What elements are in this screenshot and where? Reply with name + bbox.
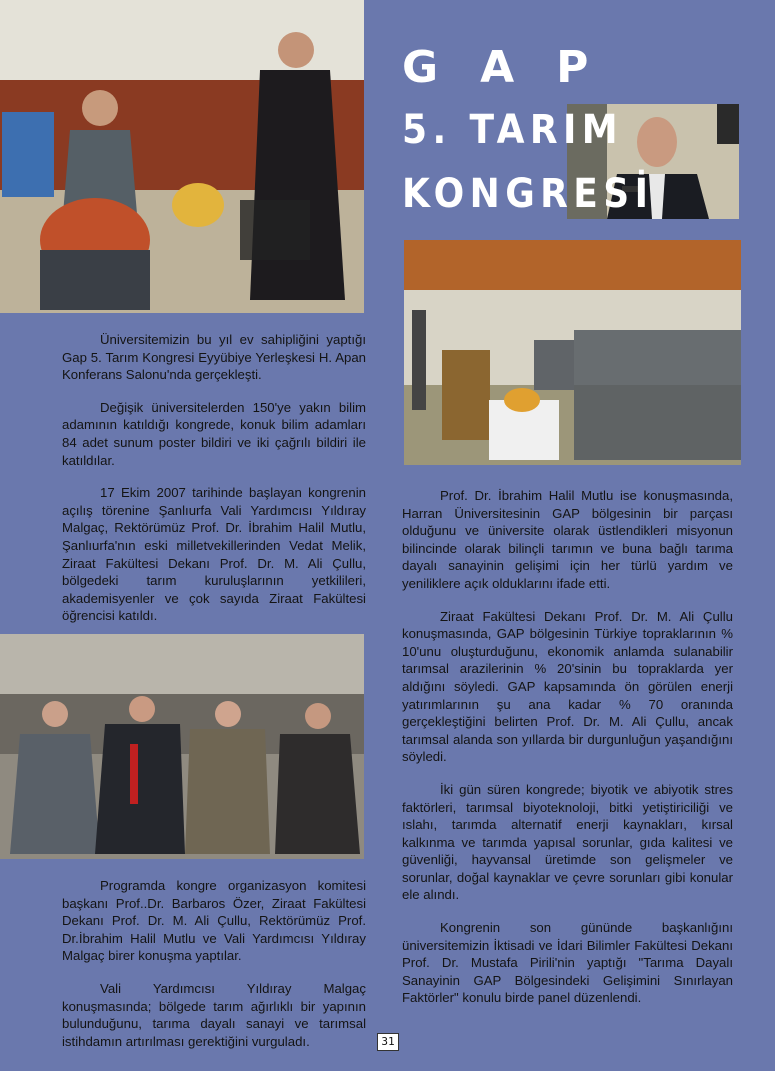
left-text-bottom — [62, 877, 366, 1065]
paragraph: Üniversitemizin bu yıl ev sahipliğini yaptığı Gap 5. Tarım Kongresi Eyyübiye Yerleşkesi H. Apan Konferans Salonu'nda gerçekleşti. — [62, 332, 366, 383]
left-text-top — [62, 331, 366, 640]
conference-hall-photo — [404, 240, 741, 465]
paragraph: Vali Yardımcısı Yıldıray Malgaç konuşmasında; bölgede tarım ağırlıklı bir yapının bulunduğunu, tarıma dayalı sanayi ve tarımsal istihdamın artırılması gerektiğini vurguladı. — [62, 980, 366, 1049]
paragraph: Prof. Dr. İbrahim Halil Mutlu ise konuşmasında, Harran Üniversitesinin GAP bölgesinin bir parçası olduğunu ve üniversite olarak üstlendikleri misyonun bilincinde olarak bilinçli tarımın ve buna bağlı tarıma dayalı sanayinin gelişimi için her türlü yardım ve yeniliklere açık olduklarını ifade etti. — [402, 488, 733, 591]
title-line-kongresi: KONGRESİ — [402, 171, 654, 217]
paragraph: İki gün süren kongrede; biyotik ve abiyotik stres faktörleri, tarımsal biyoteknoloji, bitki yetiştiriciliği ve ıslahı, tarımda alternatif enerji kaynakları, kırsal kalkınma ve tarımda yapısal sorunlar, gıda kalitesi ve güvenliği, hayvansal üretimde son gelişmeler ve sorunlar, doğal kaynaklar ve çevre sorunları gibi konular ele alındı. — [402, 781, 733, 903]
right-text — [402, 487, 733, 1022]
paragraph: Kongrenin son gününde başkanlığını üniversitemizin İktisadi ve İdari Bilimler Fakültesi Dekanı Prof. Dr. Mustafa Pirili'nin yaptığı "Tarıma Dayalı Sanayinin GAP Bölgesindeki Gelişimini Sınırlayan Faktörler" konulu birde panel düzenlendi. — [402, 920, 733, 1006]
musicians-photo — [0, 0, 364, 313]
title-line-tarim: 5. TARIM — [402, 107, 624, 153]
paragraph: 17 Ekim 2007 tarihinde başlayan kongrenin açılış törenine Şanlıurfa Vali Yardımcısı Yıldıray Malgaç, Rektörümüz Prof. Dr. İbrahim Halil Mutlu, Şanlıurfa'nın eski milletvekillerinden Vedat Melik, Ziraat Fakültesi Dekanı Prof. Dr. M. Ali Çullu, bölgedeki tarım kuruluşlarının yetkilileri, akademisyenler ve çok sayıda Ziraat Fakültesi öğrencisi katıldı. — [62, 485, 366, 624]
paragraph: Değişik üniversitelerden 150'ye yakın bilim adamının katıldığı kongrede, konuk bilim adamları 84 adet sunum poster bildiri ve iki çağrılı bildiri ile katıldılar. — [62, 399, 366, 468]
page-number: 31 — [377, 1033, 399, 1051]
paragraph: Ziraat Fakültesi Dekanı Prof. Dr. M. Ali Çullu konuşmasında, GAP bölgesinin Türkiye topraklarının % 10'unu oluşturduğunu, ekonomik anlamda sulanabilir tarımsal arazilerinin % 20'sinin bu topraklarda yer aldığını söyledi. GAP kapsamında ön görülen enerji yatırımlarının şu ana kadar % 70 oranında gerçekleştiğini belirten Prof. Dr. M. Ali Çullu, ancak tarımsal alanda son yıllarda bir durgunluğun yaşandığını söyledi. — [402, 608, 733, 765]
audience-photo — [0, 634, 364, 859]
paragraph: Programda kongre organizasyon komitesi başkanı Prof..Dr. Barbaros Özer, Ziraat Fakültesi Dekanı Prof. Dr. M. Ali Çullu, Rektörümüz Prof. Dr.İbrahim Halil Mutlu ve Vali Yardımcısı Yıldıray Malgaç birer konuşma yaptılar. — [62, 878, 366, 964]
title-line-gap: GAP — [402, 42, 631, 93]
